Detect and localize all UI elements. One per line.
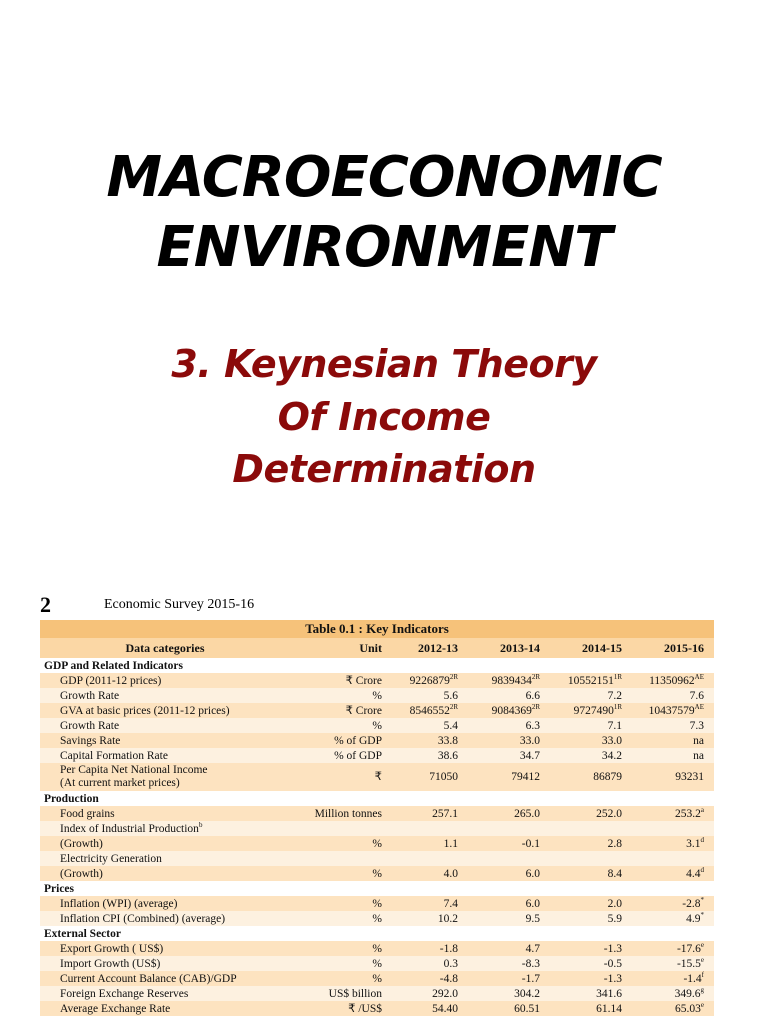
section-title: Prices bbox=[40, 881, 714, 896]
table-row bbox=[40, 851, 714, 866]
row-value bbox=[632, 703, 714, 718]
subtitle-line-2: Of Income bbox=[277, 395, 491, 439]
row-unit bbox=[290, 821, 386, 836]
row-label-text: Foreign Exchange Reserves bbox=[60, 987, 189, 1000]
value-text: 7.6 bbox=[689, 689, 705, 702]
row-value bbox=[550, 866, 632, 881]
row-unit: % bbox=[290, 911, 386, 926]
row-value bbox=[468, 703, 550, 718]
value-footnote: d bbox=[700, 836, 705, 844]
column-header: Data categories bbox=[40, 638, 290, 658]
row-value bbox=[632, 718, 714, 733]
value-text: -17.6 bbox=[676, 942, 701, 955]
row-value bbox=[468, 1001, 550, 1016]
value-text: 7.1 bbox=[607, 719, 622, 732]
value-text: 349.6 bbox=[674, 987, 701, 1000]
value-text: 9.5 bbox=[525, 912, 540, 925]
value-footnote: * bbox=[700, 911, 705, 919]
table-caption-row bbox=[40, 620, 714, 638]
value-text: 8.4 bbox=[607, 867, 622, 880]
value-text: 1.1 bbox=[443, 837, 458, 850]
row-value bbox=[550, 836, 632, 851]
value-text: 33.0 bbox=[519, 734, 540, 747]
row-label-text: Inflation (WPI) (average) bbox=[60, 897, 178, 910]
value-text: 4.7 bbox=[525, 942, 540, 955]
row-value bbox=[468, 911, 550, 926]
row-label-text: Export Growth ( US$) bbox=[60, 942, 164, 955]
table-row bbox=[40, 718, 714, 733]
table-row bbox=[40, 941, 714, 956]
row-value bbox=[550, 896, 632, 911]
value-text: 7.3 bbox=[689, 719, 705, 732]
table-row bbox=[40, 986, 714, 1001]
value-text: 65.03 bbox=[675, 1002, 701, 1015]
column-header: 2014-15 bbox=[550, 638, 632, 658]
survey-title: Economic Survey 2015-16 bbox=[104, 597, 255, 612]
row-value bbox=[386, 941, 468, 956]
row-label-text: Growth Rate bbox=[60, 689, 120, 702]
row-label-text: Capital Formation Rate bbox=[60, 749, 168, 762]
table-row bbox=[40, 821, 714, 836]
row-label-text: Index of Industrial Production bbox=[60, 822, 199, 835]
row-value bbox=[632, 821, 714, 836]
value-text: na bbox=[693, 734, 705, 747]
value-text: 0.3 bbox=[443, 957, 458, 970]
row-value bbox=[386, 821, 468, 836]
row-unit: US$ billion bbox=[290, 986, 386, 1001]
row-value bbox=[386, 1001, 468, 1016]
row-label-text: Current Account Balance (CAB)/GDP bbox=[60, 972, 237, 985]
row-unit: % bbox=[290, 836, 386, 851]
value-text: 3.1 bbox=[686, 837, 701, 850]
value-text: -1.8 bbox=[439, 942, 458, 955]
row-value bbox=[468, 673, 550, 688]
row-label bbox=[40, 733, 290, 748]
value-text: -1.4 bbox=[683, 972, 702, 985]
row-value bbox=[386, 836, 468, 851]
row-value bbox=[386, 956, 468, 971]
value-text: 304.2 bbox=[514, 987, 540, 1000]
row-value bbox=[632, 673, 714, 688]
row-value bbox=[632, 896, 714, 911]
value-text: -0.5 bbox=[603, 957, 622, 970]
value-text: -4.8 bbox=[439, 972, 458, 985]
row-label bbox=[40, 896, 290, 911]
value-text: 34.7 bbox=[519, 749, 540, 762]
row-label bbox=[40, 718, 290, 733]
row-value bbox=[386, 688, 468, 703]
row-unit: % bbox=[290, 718, 386, 733]
row-value bbox=[468, 763, 550, 791]
row-value bbox=[468, 941, 550, 956]
section-row bbox=[40, 926, 714, 941]
row-value bbox=[632, 911, 714, 926]
value-text: 4.4 bbox=[686, 867, 701, 880]
value-text: 5.6 bbox=[443, 689, 458, 702]
row-value bbox=[468, 851, 550, 866]
row-label-text: Savings Rate bbox=[60, 734, 121, 747]
row-label bbox=[40, 1001, 290, 1016]
value-footnote: d bbox=[700, 866, 705, 874]
value-footnote: 2R bbox=[449, 703, 458, 711]
value-footnote: g bbox=[700, 986, 705, 994]
value-text: 10552151 bbox=[567, 674, 614, 687]
row-label-text: GDP (2011-12 prices) bbox=[60, 674, 162, 687]
row-value bbox=[468, 836, 550, 851]
row-value bbox=[632, 748, 714, 763]
survey-header bbox=[40, 592, 720, 618]
value-text: -0.1 bbox=[521, 837, 540, 850]
section-title: External Sector bbox=[40, 926, 714, 941]
value-footnote: 2R bbox=[531, 703, 540, 711]
row-value bbox=[468, 688, 550, 703]
value-text: 5.4 bbox=[443, 719, 458, 732]
row-unit: % of GDP bbox=[290, 748, 386, 763]
table-row bbox=[40, 763, 714, 791]
value-text: 341.6 bbox=[596, 987, 622, 1000]
table-row bbox=[40, 956, 714, 971]
key-indicators-table bbox=[40, 620, 714, 1016]
value-text: 33.0 bbox=[601, 734, 622, 747]
value-text: na bbox=[693, 749, 705, 762]
row-value bbox=[386, 806, 468, 821]
value-text: 38.6 bbox=[437, 749, 458, 762]
value-text: 257.1 bbox=[432, 807, 458, 820]
row-label-text: GVA at basic prices (2011-12 prices) bbox=[60, 704, 230, 717]
row-label bbox=[40, 986, 290, 1001]
subtitle-line-3: Determination bbox=[232, 447, 536, 491]
value-footnote: 2R bbox=[449, 673, 458, 681]
row-label bbox=[40, 763, 290, 791]
row-value bbox=[386, 703, 468, 718]
value-footnote: f bbox=[701, 971, 705, 979]
row-value bbox=[632, 688, 714, 703]
value-text: 2.8 bbox=[607, 837, 622, 850]
row-unit: ₹ /US$ bbox=[290, 1001, 386, 1016]
section-title: Production bbox=[40, 791, 714, 806]
value-text: 265.0 bbox=[514, 807, 540, 820]
table-row bbox=[40, 688, 714, 703]
row-value bbox=[468, 806, 550, 821]
row-value bbox=[386, 763, 468, 791]
row-unit: ₹ bbox=[290, 763, 386, 791]
section-title: GDP and Related Indicators bbox=[40, 658, 714, 673]
section-row bbox=[40, 791, 714, 806]
row-label bbox=[40, 851, 290, 866]
section-row bbox=[40, 658, 714, 673]
row-label bbox=[40, 956, 290, 971]
value-text: 9084369 bbox=[491, 704, 532, 717]
row-value bbox=[550, 986, 632, 1001]
row-value bbox=[550, 806, 632, 821]
row-value bbox=[468, 896, 550, 911]
table-row bbox=[40, 866, 714, 881]
value-footnote: 1R bbox=[613, 703, 622, 711]
main-title-line-1: MACROECONOMIC bbox=[106, 145, 662, 210]
value-footnote: * bbox=[700, 896, 705, 904]
table-row bbox=[40, 703, 714, 718]
row-label-text: Inflation CPI (Combined) (average) bbox=[60, 912, 226, 925]
row-value bbox=[550, 1001, 632, 1016]
table-row bbox=[40, 896, 714, 911]
value-text: 292.0 bbox=[432, 987, 458, 1000]
row-label-text: Import Growth (US$) bbox=[60, 957, 161, 970]
row-value bbox=[632, 836, 714, 851]
value-text: 6.3 bbox=[525, 719, 540, 732]
value-text: 11350962 bbox=[649, 674, 695, 687]
row-label bbox=[40, 673, 290, 688]
row-value bbox=[468, 733, 550, 748]
table-caption: Table 0.1 : Key Indicators bbox=[40, 620, 714, 638]
value-text: 93231 bbox=[675, 770, 705, 783]
row-label bbox=[40, 971, 290, 986]
row-unit: % bbox=[290, 896, 386, 911]
table-header-row bbox=[40, 638, 714, 658]
row-unit: % bbox=[290, 688, 386, 703]
row-value bbox=[550, 956, 632, 971]
row-value bbox=[632, 806, 714, 821]
row-unit: ₹ Crore bbox=[290, 703, 386, 718]
row-label-subtext: (At current market prices) bbox=[60, 777, 180, 789]
value-footnote: 1R bbox=[613, 673, 622, 681]
row-label bbox=[40, 703, 290, 718]
row-value bbox=[632, 866, 714, 881]
value-text: 7.2 bbox=[607, 689, 622, 702]
value-footnote: 2R bbox=[531, 673, 540, 681]
row-value bbox=[386, 986, 468, 1001]
row-value bbox=[386, 896, 468, 911]
row-value bbox=[550, 673, 632, 688]
row-value bbox=[468, 956, 550, 971]
value-text: 86879 bbox=[593, 770, 622, 783]
row-value bbox=[386, 748, 468, 763]
value-text: 9839434 bbox=[491, 674, 532, 687]
row-value bbox=[632, 986, 714, 1001]
row-unit: % of GDP bbox=[290, 733, 386, 748]
value-text: 253.2 bbox=[675, 807, 701, 820]
value-text: 71050 bbox=[429, 770, 458, 783]
table-row bbox=[40, 733, 714, 748]
value-text: -2.8 bbox=[682, 897, 701, 910]
row-value bbox=[632, 971, 714, 986]
value-footnote: AE bbox=[694, 673, 705, 681]
row-value bbox=[386, 866, 468, 881]
row-label bbox=[40, 941, 290, 956]
value-footnote: a bbox=[700, 806, 705, 814]
row-unit bbox=[290, 851, 386, 866]
row-label bbox=[40, 836, 290, 851]
row-unit: Million tonnes bbox=[290, 806, 386, 821]
value-text: 6.0 bbox=[525, 897, 540, 910]
row-value bbox=[386, 733, 468, 748]
row-value bbox=[550, 718, 632, 733]
row-label-text: (Growth) bbox=[60, 867, 103, 880]
value-text: -15.5 bbox=[676, 957, 701, 970]
row-label-text: (Growth) bbox=[60, 837, 103, 850]
row-value bbox=[468, 866, 550, 881]
row-label bbox=[40, 911, 290, 926]
value-footnote: e bbox=[700, 1001, 705, 1009]
row-value bbox=[468, 821, 550, 836]
value-text: 7.4 bbox=[443, 897, 458, 910]
row-value bbox=[386, 673, 468, 688]
value-text: 9727490 bbox=[573, 704, 614, 717]
row-value bbox=[468, 971, 550, 986]
row-label-text: Average Exchange Rate bbox=[60, 1002, 171, 1015]
row-label-text: Growth Rate bbox=[60, 719, 120, 732]
row-label bbox=[40, 821, 290, 836]
value-text: 252.0 bbox=[596, 807, 622, 820]
column-header: 2012-13 bbox=[386, 638, 468, 658]
table-row bbox=[40, 836, 714, 851]
value-text: 8546552 bbox=[409, 704, 450, 717]
value-text: 6.0 bbox=[525, 867, 540, 880]
row-label-footnote: b bbox=[198, 821, 203, 829]
row-value bbox=[632, 763, 714, 791]
row-label-text: Food grains bbox=[60, 807, 115, 820]
value-text: 10437579 bbox=[648, 704, 695, 717]
column-header: 2015-16 bbox=[632, 638, 714, 658]
value-text: 54.40 bbox=[432, 1002, 458, 1015]
row-value bbox=[632, 1001, 714, 1016]
row-value bbox=[386, 718, 468, 733]
row-label bbox=[40, 688, 290, 703]
row-value bbox=[468, 748, 550, 763]
table-row bbox=[40, 806, 714, 821]
row-value bbox=[550, 748, 632, 763]
value-footnote: e bbox=[700, 956, 705, 964]
value-text: 79412 bbox=[511, 770, 540, 783]
value-text: 61.14 bbox=[596, 1002, 622, 1015]
row-unit: % bbox=[290, 941, 386, 956]
row-value bbox=[386, 851, 468, 866]
row-unit: ₹ Crore bbox=[290, 673, 386, 688]
value-text: 6.6 bbox=[525, 689, 540, 702]
row-unit: % bbox=[290, 866, 386, 881]
row-value bbox=[550, 733, 632, 748]
row-label bbox=[40, 748, 290, 763]
column-header: 2013-14 bbox=[468, 638, 550, 658]
value-text: 2.0 bbox=[607, 897, 622, 910]
row-value bbox=[550, 763, 632, 791]
value-text: 4.9 bbox=[686, 912, 701, 925]
value-text: 9226879 bbox=[409, 674, 450, 687]
section-row bbox=[40, 881, 714, 896]
row-value bbox=[632, 851, 714, 866]
value-text: 10.2 bbox=[437, 912, 458, 925]
row-value bbox=[550, 941, 632, 956]
row-value bbox=[386, 971, 468, 986]
subtitle-line-1: 3. Keynesian Theory bbox=[171, 342, 597, 386]
value-text: 4.0 bbox=[443, 867, 458, 880]
row-unit: % bbox=[290, 956, 386, 971]
value-text: 33.8 bbox=[437, 734, 458, 747]
value-text: -1.3 bbox=[603, 942, 622, 955]
main-title-line-2: ENVIRONMENT bbox=[156, 215, 612, 280]
row-value bbox=[468, 986, 550, 1001]
row-label bbox=[40, 866, 290, 881]
row-value bbox=[632, 941, 714, 956]
row-label-text: Electricity Generation bbox=[60, 852, 162, 865]
value-text: -1.3 bbox=[603, 972, 622, 985]
value-text: -1.7 bbox=[521, 972, 540, 985]
row-value bbox=[550, 821, 632, 836]
table-row bbox=[40, 971, 714, 986]
value-text: 5.9 bbox=[607, 912, 622, 925]
table-row bbox=[40, 1001, 714, 1016]
row-unit: % bbox=[290, 971, 386, 986]
value-footnote: AE bbox=[694, 703, 705, 711]
table-row bbox=[40, 673, 714, 688]
row-value bbox=[550, 851, 632, 866]
row-value bbox=[386, 911, 468, 926]
page-number: 2 bbox=[40, 592, 51, 617]
value-text: -8.3 bbox=[521, 957, 540, 970]
row-value bbox=[632, 733, 714, 748]
table-row bbox=[40, 911, 714, 926]
table-row bbox=[40, 748, 714, 763]
row-value bbox=[550, 971, 632, 986]
row-value bbox=[632, 956, 714, 971]
row-value bbox=[468, 718, 550, 733]
row-label bbox=[40, 806, 290, 821]
row-label-text: Per Capita Net National Income bbox=[60, 764, 208, 776]
row-value bbox=[550, 911, 632, 926]
row-value bbox=[550, 703, 632, 718]
column-header: Unit bbox=[290, 638, 386, 658]
value-footnote: e bbox=[700, 941, 705, 949]
value-text: 60.51 bbox=[514, 1002, 540, 1015]
value-text: 34.2 bbox=[601, 749, 622, 762]
row-value bbox=[550, 688, 632, 703]
